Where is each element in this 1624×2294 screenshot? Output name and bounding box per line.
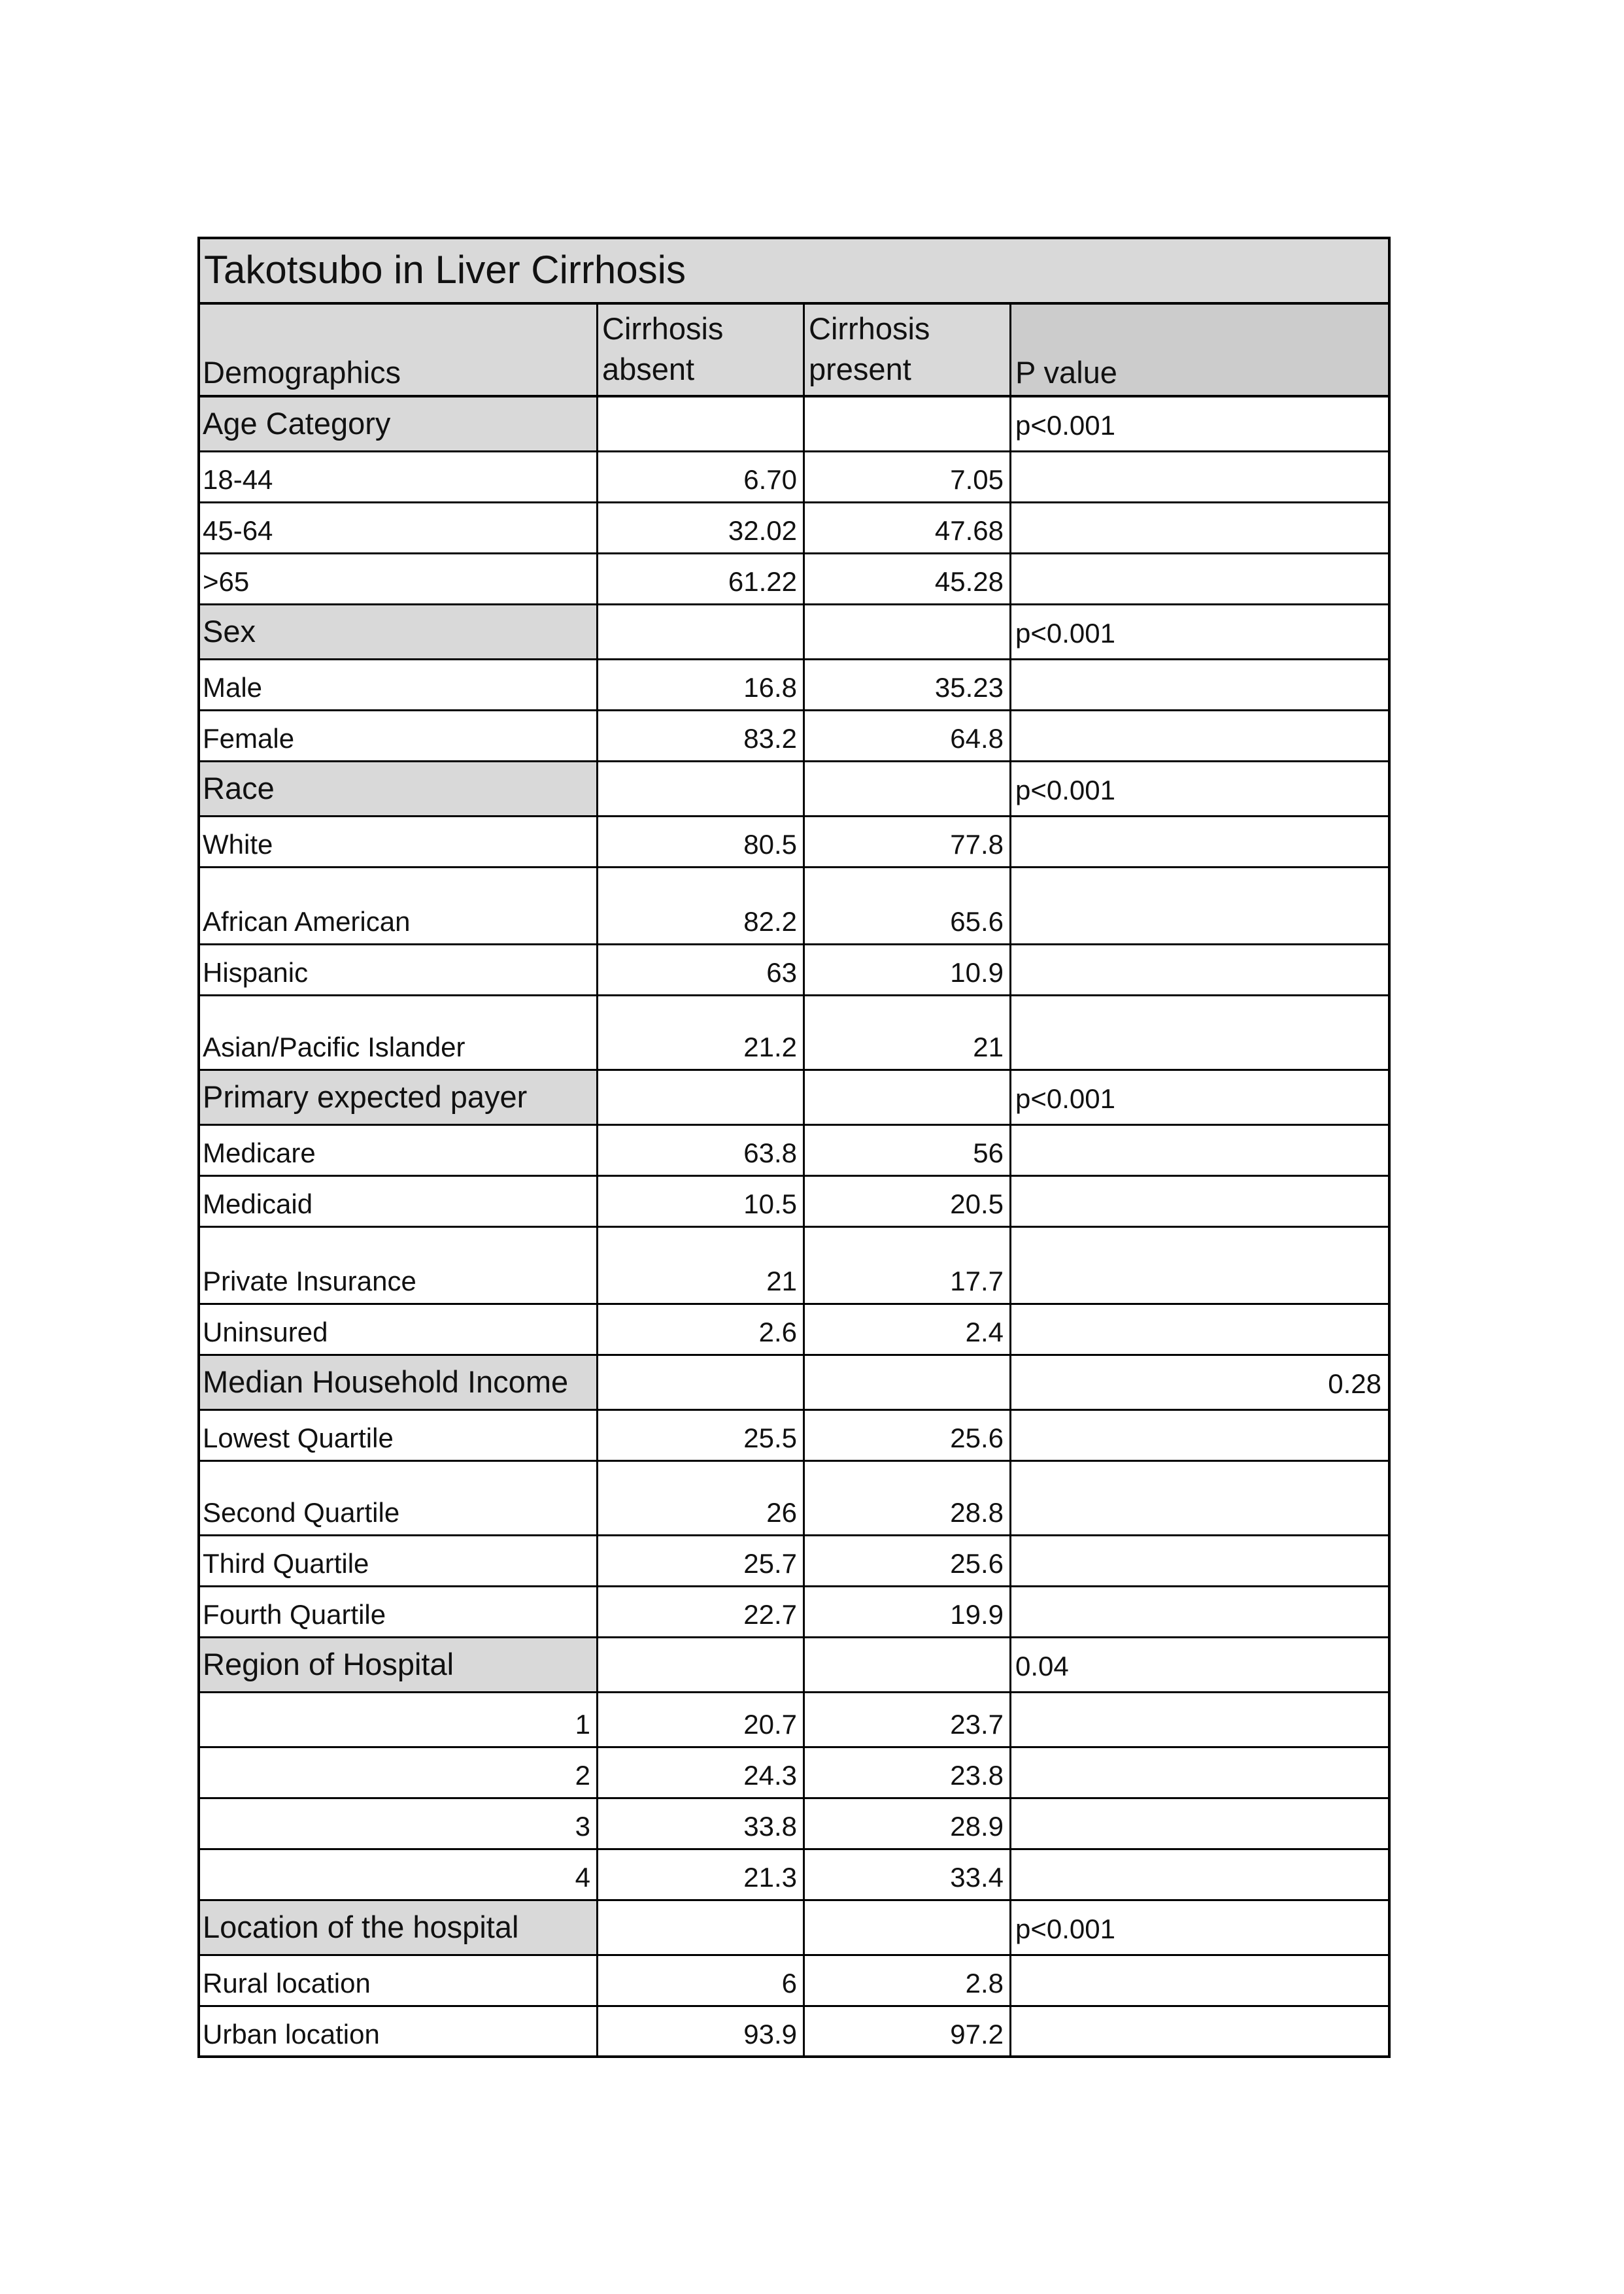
row-label: 4 [575, 1861, 590, 1893]
value-cirrhosis-absent: 61.22 [728, 565, 797, 597]
section-header: Region of Hospital [197, 1637, 597, 1692]
section-p-value: p<0.001 [1015, 409, 1115, 441]
value-cirrhosis-present: 25.6 [950, 1547, 1004, 1579]
value-p-blank [1010, 944, 1391, 995]
row-label: Uninsured [203, 1316, 328, 1347]
row-label: 2 [575, 1759, 590, 1791]
grid-line [803, 303, 805, 2057]
grid-line [1009, 303, 1011, 2057]
row-label: Urban location [203, 2018, 380, 2049]
value-cirrhosis-present: 47.68 [934, 514, 1004, 546]
value-cirrhosis-absent: 10.5 [743, 1188, 797, 1219]
value-p-blank [1010, 2006, 1391, 2057]
header-p-value: P value [1010, 303, 1391, 396]
grid-line [197, 1534, 1391, 1536]
grid-line [197, 1746, 1391, 1748]
value-p-blank [1010, 1175, 1391, 1226]
value-cirrhosis-present: 2.4 [965, 1316, 1004, 1347]
section-p-value: p<0.001 [1015, 617, 1115, 649]
value-cirrhosis-absent: 83.2 [743, 722, 797, 754]
value-cirrhosis-absent: 6 [781, 1967, 797, 1999]
section-blank-cell [804, 396, 1010, 451]
value-cirrhosis-present: 23.7 [950, 1708, 1004, 1740]
value-cirrhosis-absent: 16.8 [743, 671, 797, 703]
value-cirrhosis-absent: 93.9 [743, 2018, 797, 2049]
demographics-table [197, 237, 1391, 2054]
section-blank-cell [597, 1355, 804, 1409]
row-label: 3 [575, 1810, 590, 1842]
value-p-blank [1010, 659, 1391, 710]
grid-line [197, 709, 1391, 711]
value-cirrhosis-present: 33.4 [950, 1861, 1004, 1893]
grid-line [197, 1069, 1391, 1071]
grid-line [197, 603, 1391, 605]
grid-line [1388, 237, 1391, 2057]
value-cirrhosis-absent: 25.5 [743, 1422, 797, 1453]
table-title: Takotsubo in Liver Cirrhosis [197, 237, 1391, 303]
row-label: Lowest Quartile [203, 1422, 394, 1453]
value-cirrhosis-absent: 25.7 [743, 1547, 797, 1579]
grid-line [197, 1691, 1391, 1693]
row-label: Third Quartile [203, 1547, 369, 1579]
section-header: Primary expected payer [197, 1070, 597, 1124]
row-label: Female [203, 722, 295, 754]
value-p-blank [1010, 1955, 1391, 2006]
value-p-blank [1010, 1535, 1391, 1586]
value-p-blank [1010, 502, 1391, 553]
section-header: Race [197, 761, 597, 816]
grid-line [197, 1303, 1391, 1305]
grid-line [197, 760, 1391, 762]
value-cirrhosis-absent: 21.2 [743, 1031, 797, 1062]
section-header: Location of the hospital [197, 1900, 597, 1955]
value-cirrhosis-present: 23.8 [950, 1759, 1004, 1791]
section-blank-cell [804, 1070, 1010, 1124]
header-cirrhosis-absent: Cirrhosis absent [597, 303, 804, 396]
value-cirrhosis-absent: 2.6 [758, 1316, 797, 1347]
section-header: Sex [197, 604, 597, 659]
section-header: Age Category [197, 396, 597, 451]
row-label: 1 [575, 1708, 590, 1740]
section-p-value: p<0.001 [1015, 1913, 1115, 1944]
value-cirrhosis-present: 28.9 [950, 1810, 1004, 1842]
grid-line [197, 1409, 1391, 1411]
value-cirrhosis-absent: 33.8 [743, 1810, 797, 1842]
row-label: Rural location [203, 1967, 371, 1999]
section-p-value: p<0.001 [1015, 1083, 1115, 1114]
grid-line [197, 943, 1391, 945]
row-label: Medicare [203, 1137, 316, 1168]
row-label: Private Insurance [203, 1265, 416, 1296]
row-label: African American [203, 905, 411, 937]
value-p-blank [1010, 816, 1391, 867]
grid-line [197, 1354, 1391, 1356]
value-cirrhosis-present: 19.9 [950, 1598, 1004, 1630]
value-cirrhosis-absent: 63.8 [743, 1137, 797, 1168]
grid-line [197, 1848, 1391, 1850]
grid-line [197, 1954, 1391, 1956]
grid-line [596, 303, 598, 2057]
grid-line [197, 501, 1391, 503]
grid-line [197, 1797, 1391, 1799]
grid-line [197, 237, 200, 2057]
value-cirrhosis-absent: 6.70 [743, 464, 797, 495]
grid-line [197, 2055, 1391, 2058]
grid-line [197, 237, 1391, 239]
row-label: Hispanic [203, 956, 309, 988]
section-blank-cell [597, 1900, 804, 1955]
section-header: Median Household Income [197, 1355, 597, 1409]
value-p-blank [1010, 1304, 1391, 1355]
value-p-blank [1010, 1124, 1391, 1175]
value-cirrhosis-present: 65.6 [950, 905, 1004, 937]
value-p-blank [1010, 1586, 1391, 1637]
value-cirrhosis-present: 35.23 [934, 671, 1004, 703]
value-p-blank [1010, 995, 1391, 1070]
value-cirrhosis-present: 97.2 [950, 2018, 1004, 2049]
value-p-blank [1010, 710, 1391, 761]
value-cirrhosis-absent: 63 [766, 956, 797, 988]
grid-line [197, 1124, 1391, 1126]
section-blank-cell [597, 761, 804, 816]
section-p-value: 0.04 [1015, 1650, 1069, 1681]
value-p-blank [1010, 451, 1391, 502]
row-label: Asian/Pacific Islander [203, 1031, 465, 1062]
row-label: Second Quartile [203, 1496, 400, 1528]
value-cirrhosis-present: 77.8 [950, 828, 1004, 860]
value-cirrhosis-absent: 26 [766, 1496, 797, 1528]
section-blank-cell [597, 1070, 804, 1124]
row-label: White [203, 828, 273, 860]
section-blank-cell [597, 1637, 804, 1692]
value-cirrhosis-present: 17.7 [950, 1265, 1004, 1296]
value-cirrhosis-absent: 20.7 [743, 1708, 797, 1740]
value-cirrhosis-present: 56 [973, 1137, 1004, 1168]
grid-line [197, 395, 1391, 397]
value-p-blank [1010, 553, 1391, 604]
value-p-blank [1010, 1798, 1391, 1849]
section-blank-cell [804, 604, 1010, 659]
section-p-value: p<0.001 [1015, 774, 1115, 805]
grid-line [197, 994, 1391, 996]
value-cirrhosis-present: 64.8 [950, 722, 1004, 754]
section-blank-cell [804, 1637, 1010, 1692]
value-p-blank [1010, 1460, 1391, 1535]
section-blank-cell [597, 396, 804, 451]
row-label: Male [203, 671, 263, 703]
value-cirrhosis-absent: 80.5 [743, 828, 797, 860]
row-label: Medicaid [203, 1188, 313, 1219]
section-blank-cell [804, 1900, 1010, 1955]
grid-line [197, 866, 1391, 868]
value-cirrhosis-present: 10.9 [950, 956, 1004, 988]
row-label: >65 [203, 565, 250, 597]
value-cirrhosis-absent: 82.2 [743, 905, 797, 937]
value-p-blank [1010, 1849, 1391, 1900]
section-blank-cell [804, 761, 1010, 816]
value-p-blank [1010, 867, 1391, 944]
value-cirrhosis-present: 25.6 [950, 1422, 1004, 1453]
grid-line [197, 815, 1391, 817]
value-cirrhosis-absent: 32.02 [728, 514, 797, 546]
value-cirrhosis-absent: 24.3 [743, 1759, 797, 1791]
row-label: Fourth Quartile [203, 1598, 386, 1630]
value-p-blank [1010, 1692, 1391, 1747]
grid-line [197, 658, 1391, 660]
row-label: 18-44 [203, 464, 273, 495]
grid-line [197, 302, 1391, 305]
value-cirrhosis-absent: 22.7 [743, 1598, 797, 1630]
section-blank-cell [804, 1355, 1010, 1409]
grid-line [197, 1175, 1391, 1177]
value-cirrhosis-present: 28.8 [950, 1496, 1004, 1528]
value-cirrhosis-present: 21 [973, 1031, 1004, 1062]
grid-line [197, 1636, 1391, 1638]
value-cirrhosis-present: 2.8 [965, 1967, 1004, 1999]
grid-line [197, 1460, 1391, 1462]
value-cirrhosis-present: 45.28 [934, 565, 1004, 597]
grid-line [197, 1585, 1391, 1587]
grid-line [197, 552, 1391, 554]
row-label: 45-64 [203, 514, 273, 546]
grid-line [197, 1226, 1391, 1228]
value-cirrhosis-absent: 21 [766, 1265, 797, 1296]
section-p-value: 0.28 [1328, 1368, 1381, 1399]
header-demographics: Demographics [197, 303, 597, 396]
section-blank-cell [597, 604, 804, 659]
grid-line [197, 2005, 1391, 2007]
value-p-blank [1010, 1409, 1391, 1460]
value-cirrhosis-absent: 21.3 [743, 1861, 797, 1893]
value-cirrhosis-present: 20.5 [950, 1188, 1004, 1219]
value-p-blank [1010, 1226, 1391, 1304]
grid-line [197, 450, 1391, 452]
value-p-blank [1010, 1747, 1391, 1798]
header-cirrhosis-present: Cirrhosis present [804, 303, 1010, 396]
grid-line [197, 1899, 1391, 1901]
value-cirrhosis-present: 7.05 [950, 464, 1004, 495]
